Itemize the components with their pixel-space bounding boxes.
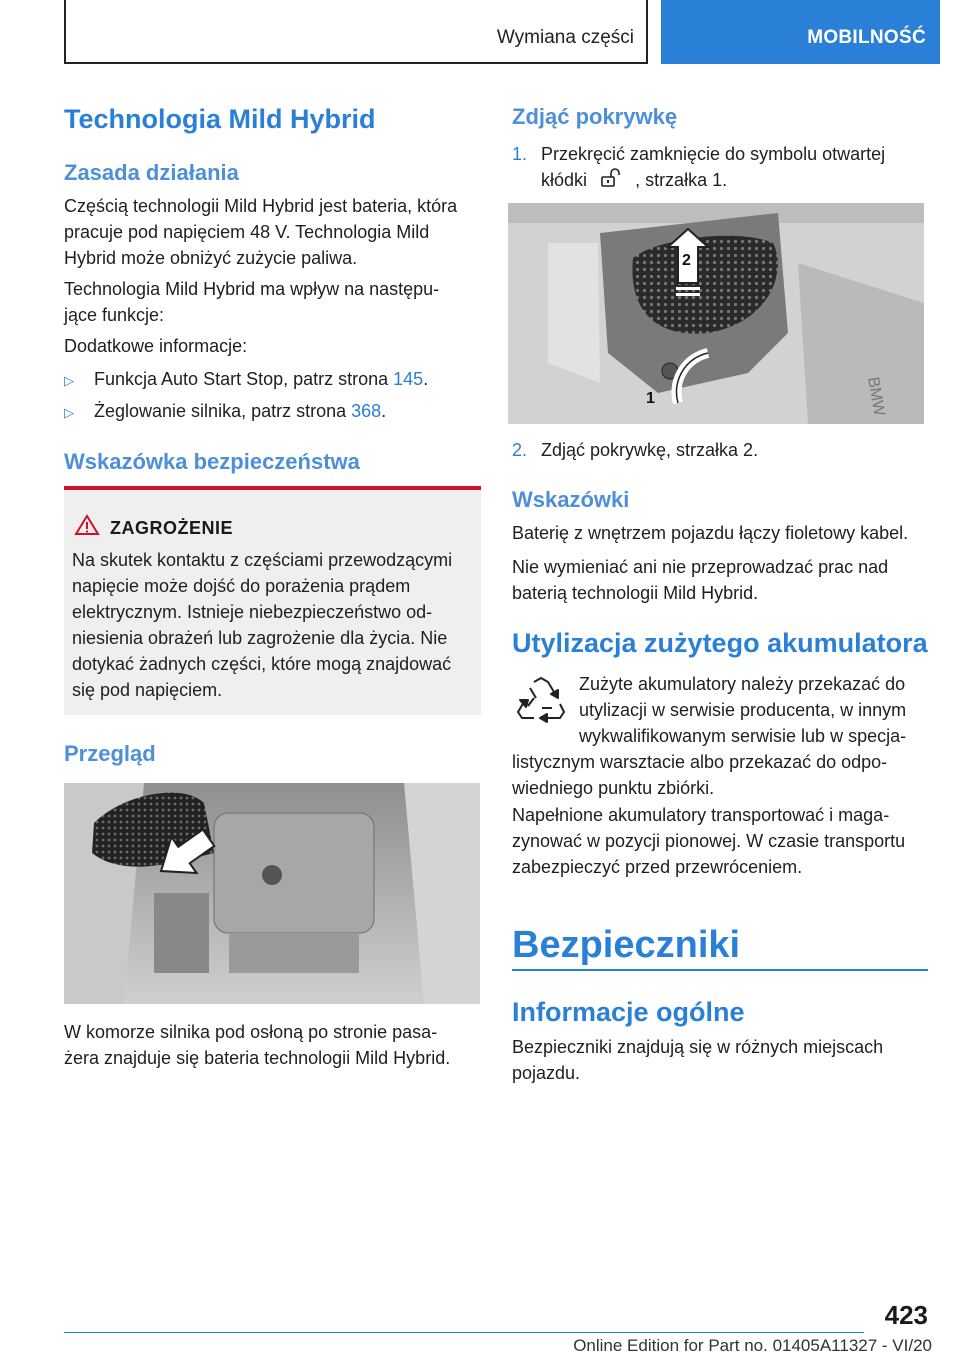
general-info-heading: Informacje ogólne <box>512 997 745 1027</box>
warning-text: Na skutek kontaktu z częściami przewodzącymi napięcie może dojść do porażenia prądem elektrycznym. Istnieje niebezpieczeństwo od‐ niesienia obrażeń lub zagrożenie dla życia. Nie dotykać żadnych części, które mogą znajdować się pod napięciem. <box>72 550 453 700</box>
disposal-paragraph-continued: listycznym warsztacie albo przekazać do odpo‐ wiedniego punktu zbiórki. <box>512 752 888 798</box>
footer-divider <box>64 1332 864 1333</box>
header-section-tab <box>64 0 648 64</box>
recycling-icon <box>514 676 568 726</box>
bullet-triangle-icon: ▷ <box>64 405 74 420</box>
battery-cover-image <box>508 203 924 424</box>
notes-paragraph-2: Nie wymieniać ani nie przeprowadzać prac nad baterią technologii Mild Hybrid. <box>512 557 889 603</box>
footer-edition: Online Edition for Part no. 01405A11327 - VI/20 <box>573 1336 932 1355</box>
list-item: ▷ Żeglowanie silnika, patrz strona 368. <box>64 401 387 421</box>
arrow-label-1: 1 <box>646 390 655 407</box>
section-divider <box>512 969 928 971</box>
more-info-label: Dodatkowe informacje: <box>64 336 248 356</box>
step-2: 2. Zdjąć pokrywkę, strzałka 2. <box>512 440 759 460</box>
arrow-label-2: 2 <box>682 252 691 269</box>
warning-triangle-icon <box>74 514 100 536</box>
disposal-paragraph-indented: Zużyte akumulatory należy przekazać do utylizacji w serwisie producenta, w innym wykwalifikowanym serwisie lub w specja‐ <box>579 674 907 746</box>
page-title: Technologia Mild Hybrid <box>64 104 376 134</box>
principle-paragraph-2: Technologia Mild Hybrid ma wpływ na następu‐ jące funkcje: <box>64 279 440 325</box>
bullet-triangle-icon: ▷ <box>64 373 74 388</box>
danger-warning-box <box>64 486 481 715</box>
remove-cover-heading: Zdjąć pokrywkę <box>512 104 678 129</box>
header-chapter-tab <box>661 0 940 64</box>
header-chapter-title: MOBILNOŚĆ <box>807 27 926 48</box>
page-link-368[interactable]: 368 <box>351 401 382 421</box>
list-item: ▷ Funkcja Auto Start Stop, patrz strona 145. <box>64 369 429 389</box>
engine-bay-image <box>64 783 480 1004</box>
header-section-title: Wymiana części <box>496 27 634 48</box>
overview-heading: Przegląd <box>64 741 156 766</box>
safety-heading: Wskazówka bezpieczeństwa <box>64 449 360 474</box>
page-link-145[interactable]: 145 <box>393 369 424 389</box>
notes-paragraph-1: Baterię z wnętrzem pojazdu łączy fioletowy kabel. <box>512 523 909 543</box>
engine-brand-text: BMW <box>864 375 888 418</box>
warning-title: ZAGROŻENIE <box>110 518 234 538</box>
open-padlock-icon <box>600 167 622 189</box>
fuses-heading: Bezpieczniki <box>512 924 741 966</box>
principle-paragraph-1: Częścią technologii Mild Hybrid jest bateria, która pracuje pod napięciem 48 V. Technologia Mild Hybrid może obniżyć zużycie paliwa. <box>64 196 458 268</box>
notes-heading: Wskazówki <box>512 487 630 512</box>
page-number: 423 <box>884 1300 928 1330</box>
transport-paragraph: Napełnione akumulatory transportować i maga‐ zynować w pozycji pionowej. W czasie transportu zabezpieczyć przed przewróceniem. <box>512 805 906 877</box>
general-info-paragraph: Bezpieczniki znajdują się w różnych miejscach pojazdu. <box>512 1037 884 1083</box>
overview-caption: W komorze silnika pod osłoną po stronie pasa‐ żera znajduje się bateria technologii Mild Hybrid. <box>64 1022 451 1068</box>
principle-heading: Zasada działania <box>64 160 239 185</box>
disposal-heading: Utylizacja zużytego akumulatora <box>512 628 928 658</box>
step-1: 1. Przekręcić zamknięcie do symbolu otwartej kłódki , strzałka 1. <box>512 144 886 190</box>
